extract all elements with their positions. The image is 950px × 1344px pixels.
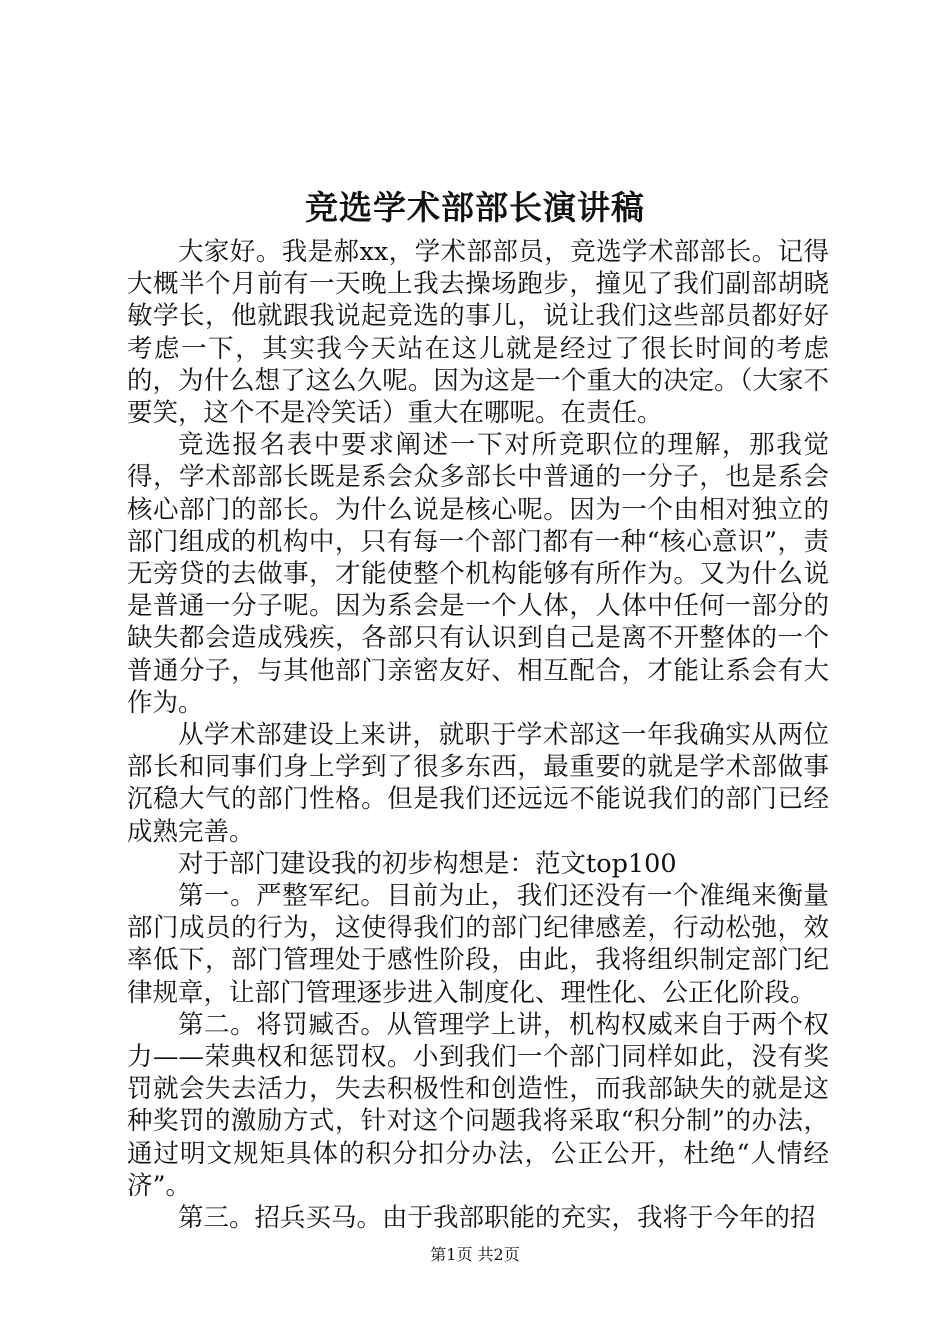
paragraph-position-understanding: 竞选报名表中要求阐述一下对所竞职位的理解，那我觉得，学术部部长既是系会众多部长中普通的一分子，也是系会核心部门的部长。为什么说是核心呢。因为一个由相对独立的部门组成的机构中，只有每一个部门都有一种“核心意识”，责无旁贷的去做事，才能使整个机构能够有所作为。又为什么说是普通一分子呢。因为系会是一个人体，人体中任何一部分的缺失都会造成残疾，各部只有认识到自己是离不开整体的一个普通分子，与其他部门亲密友好、相互配合，才能让系会有大作为。 [127, 430, 829, 718]
document-title: 竞选学术部部长演讲稿 [305, 188, 645, 227]
page-number-footer: 第1页 共2页 [430, 1245, 520, 1264]
paragraph-initial-plan: 对于部门建设我的初步构想是：范文top100 [178, 848, 677, 879]
paragraph-point-two: 第二。将罚臧否。从管理学上讲，机构权威来自于两个权力——荣典权和惩罚权。小到我们一个部门同样如此，没有奖罚就会失去活力，失去积极性和创造性，而我部缺失的就是这种奖罚的激励方式，针对这个问题我将采取“积分制”的办法，通过明文规矩具体的积分扣分办法，公正公开，杜绝“人情经济”。 [127, 1009, 829, 1201]
paragraph-greeting: 大家好。我是郝xx，学术部部员，竞选学术部部长。记得大概半个月前有一天晚上我去操场跑步，撞见了我们副部胡晓敏学长，他就跟我说起竞选的事儿，说让我们这些部员都好好考虑一下，其实我今天站在这儿就是经过了很长时间的考虑的，为什么想了这么久呢。因为这是一个重大的决定。（大家不要笑，这个不是冷笑话）重大在哪呢。在责任。 [127, 237, 829, 429]
paragraph-point-three: 第三。招兵买马。由于我部职能的充实，我将于今年的招 [178, 1203, 816, 1234]
paragraph-department-building: 从学术部建设上来讲，就职于学术部这一年我确实从两位部长和同事们身上学到了很多东西，最重要的就是学术部做事沉稳大气的部门性格。但是我们还远远不能说我们的部门已经成熟完善。 [127, 720, 829, 847]
paragraph-point-one: 第一。严整军纪。目前为止，我们还没有一个准绳来衡量部门成员的行为，这使得我们的部门纪律感差，行动松弛，效率低下，部门管理处于感性阶段，由此，我将组织制定部门纪律规章，让部门管理逐步进入制度化、理性化、公正化阶段。 [127, 881, 829, 1008]
document-body [127, 236, 829, 1234]
